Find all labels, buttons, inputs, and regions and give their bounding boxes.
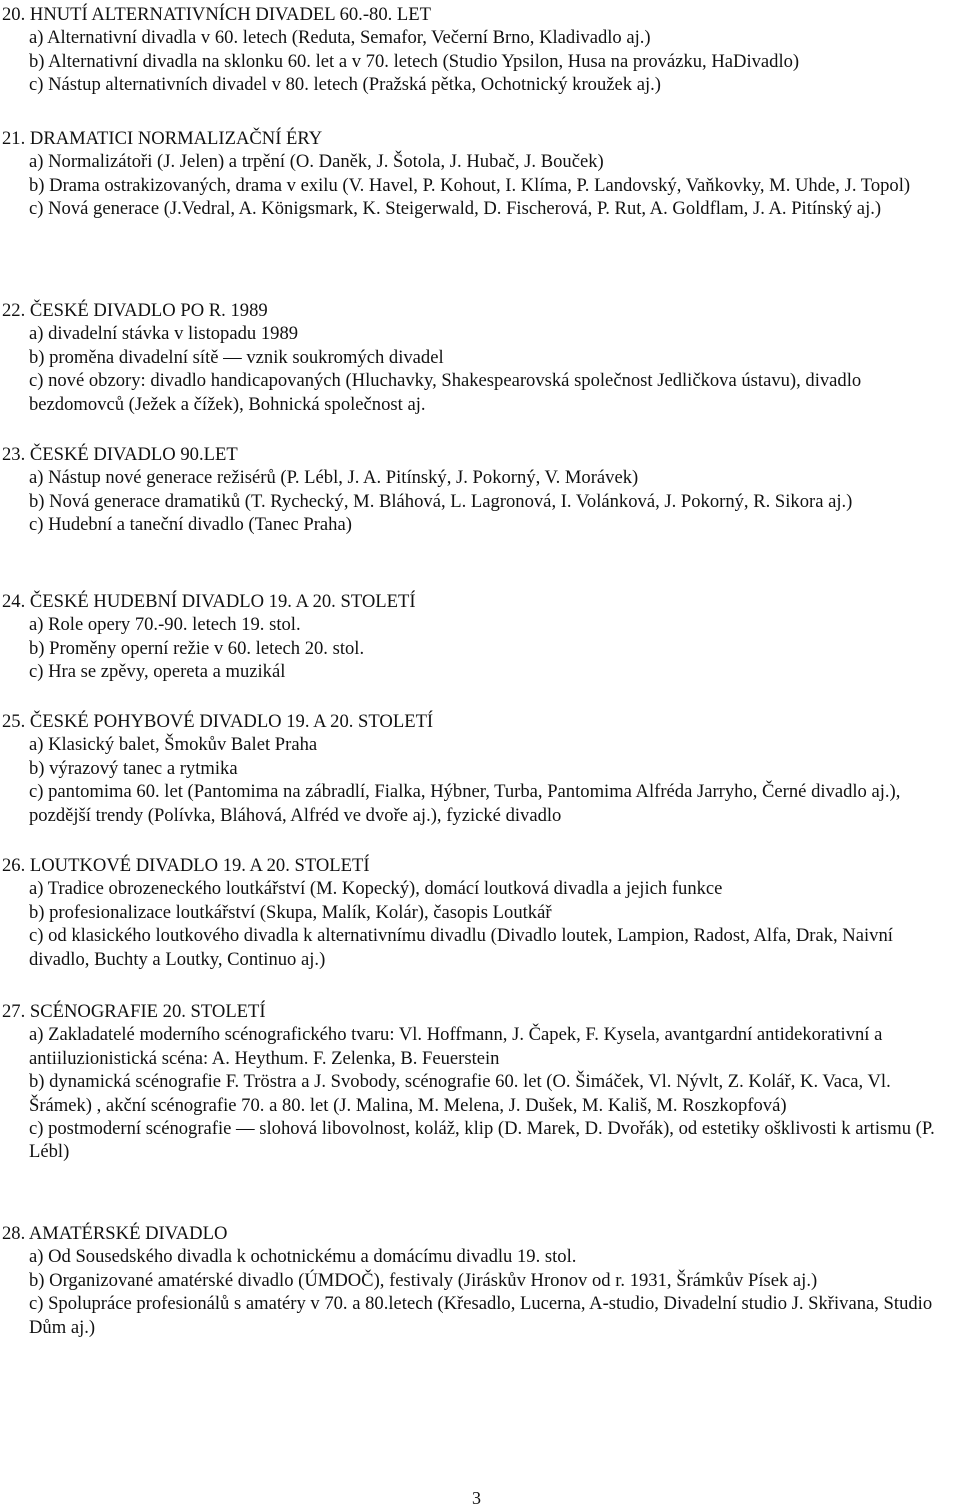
section-21 [0, 127, 960, 221]
section-heading: 25. ČESKÉ POHYBOVÉ DIVADLO 19. A 20. STOLETÍ [2, 711, 434, 732]
section-item: a) divadelní stávka v listopadu 1989 [29, 323, 299, 345]
section-28 [0, 1222, 960, 1339]
section-item: c) Spolupráce profesionálů s amatéry v 70. a 80.letech (Křesadlo, Lucerna, A-studio, Divadelní studio J. Skřivana, Studio Dům aj.) [29, 1293, 933, 1338]
section-item: b) Drama ostrakizovaných, drama v exilu (V. Havel, P. Kohout, I. Klíma, P. Landovský, Vaňkovky, M. Uhde, J. Topol) [29, 174, 911, 196]
section-item: b) profesionalizace loutkářství (Skupa, Malík, Kolár), časopis Loutkář [29, 901, 552, 923]
section-item: c) Hra se zpěvy, opereta a muzikál [29, 661, 286, 683]
section-22 [0, 299, 960, 416]
section-23 [0, 443, 960, 537]
section-heading: 23. ČESKÉ DIVADLO 90.LET [2, 444, 238, 465]
section-item: a) Zakladatelé moderního scénografického tvaru: Vl. Hoffmann, J. Čapek, F. Kysela, avantgardní antidekorativní a antiiluzionistická scéna: A. Heythum. F. Zelenka, B. Feuerstein [29, 1024, 883, 1069]
section-heading: 21. DRAMATICI NORMALIZAČNÍ ÉRY [2, 128, 323, 149]
section-heading: 28. AMATÉRSKÉ DIVADLO [2, 1223, 228, 1244]
section-item: c) nové obzory: divadlo handicapovaných (Hluchavky, Shakespearovská společnost Jedličkova ústavu), divadlo bezdomovců (Ježek a čížek), Bohnická společnost aj. [29, 370, 862, 415]
section-item: b) Nová generace dramatiků (T. Rychecký, M. Bláhová, L. Lagronová, I. Volánková, J. Pokorný, R. Sikora aj.) [29, 490, 853, 512]
section-item: c) Hudební a taneční divadlo (Tanec Praha) [29, 514, 352, 536]
section-item: b) výrazový tanec a rytmika [29, 757, 238, 779]
section-25 [0, 710, 960, 827]
section-item: c) pantomima 60. let (Pantomima na zábradlí, Fialka, Hýbner, Turba, Pantomima Alfréda Jarryho, Černé divadlo aj.), pozdější trendy (Polívka, Bláhová, Alfréd ve dvoře aj.), fyzické divadlo [29, 781, 901, 826]
section-heading: 20. HNUTÍ ALTERNATIVNÍCH DIVADEL 60.-80. LET [2, 4, 431, 25]
section-item: c) postmoderní scénografie ― slohová libovolnost, koláž, klip (D. Marek, D. Dvořák), od estetiky ošklivosti k artismu (P. Lébl) [29, 1118, 935, 1163]
section-item: b) Organizované amatérské divadlo (ÚMDOČ), festivaly (Jiráskův Hronov od r. 1931, Šrámkův Písek aj.) [29, 1269, 818, 1291]
section-24 [0, 590, 960, 684]
section-item: a) Nástup nové generace režisérů (P. Lébl, J. A. Pitínský, J. Pokorný, V. Morávek) [29, 467, 639, 489]
section-heading: 24. ČESKÉ HUDEBNÍ DIVADLO 19. A 20. STOLETÍ [2, 591, 416, 612]
section-item: a) Role opery 70.-90. letech 19. stol. [29, 614, 301, 636]
section-item: a) Normalizátoři (J. Jelen) a trpění (O. Daněk, J. Šotola, J. Hubač, J. Bouček) [29, 151, 604, 173]
section-item: b) Alternativní divadla na sklonku 60. let a v 70. letech (Studio Ypsilon, Husa na provázku, HaDivadlo) [29, 50, 800, 72]
section-26 [0, 854, 960, 971]
section-item: b) proměna divadelní sítě ― vznik soukromých divadel [29, 346, 444, 368]
section-heading: 26. LOUTKOVÉ DIVADLO 19. A 20. STOLETÍ [2, 855, 370, 876]
section-heading: 22. ČESKÉ DIVADLO PO R. 1989 [2, 300, 268, 321]
page-number: 3 [472, 1488, 481, 1508]
section-item: c) Nástup alternativních divadel v 80. letech (Pražská pětka, Ochotnický kroužek aj.) [29, 74, 661, 96]
section-item: c) Nová generace (J.Vedral, A. Königsmark, K. Steigerwald, D. Fischerová, P. Rut, A. Goldflam, J. A. Pitínský aj.) [29, 198, 882, 220]
section-item: a) Tradice obrozeneckého loutkářství (M. Kopecký), domácí loutková divadla a jejich funkce [29, 878, 723, 900]
section-item: b) dynamická scénografie F. Tröstra a J. Svobody, scénografie 60. let (O. Šimáček, Vl. Nývlt, Z. Kolář, K. Vaca, Vl. Šrámek) , akční scénografie 70. a 80. let (J. Malina, M. Melena, J. Dušek, M. Kališ, M. Roszkopfová) [29, 1071, 891, 1116]
section-item: b) Proměny operní režie v 60. letech 20. stol. [29, 637, 365, 659]
section-item: a) Od Sousedského divadla k ochotnickému a domácímu divadlu 19. stol. [29, 1246, 577, 1268]
section-item: a) Klasický balet, Šmokův Balet Praha [29, 734, 318, 756]
section-item: a) Alternativní divadla v 60. letech (Reduta, Semafor, Večerní Brno, Kladivadlo aj.) [29, 27, 651, 49]
section-20 [0, 3, 960, 97]
section-27 [0, 1000, 960, 1164]
section-item: c) od klasického loutkového divadla k alternativnímu divadlu (Divadlo loutek, Lampion, Radost, Alfa, Drak, Naivní divadlo, Buchty a Loutky, Continuo aj.) [29, 925, 893, 970]
section-heading: 27. SCÉNOGRAFIE 20. STOLETÍ [2, 1001, 266, 1022]
